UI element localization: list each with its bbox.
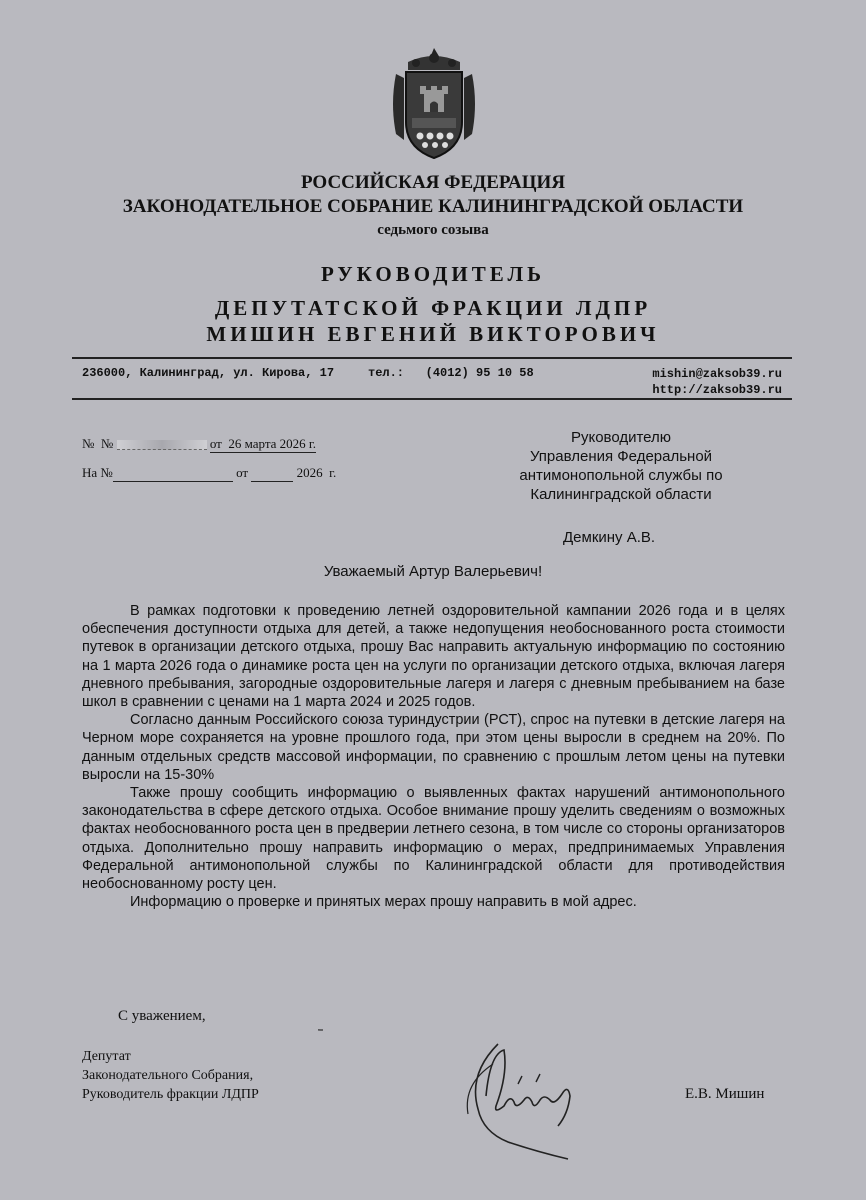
redacted-number (117, 440, 207, 450)
outgoing-date: от 26 марта 2026 г. (209, 436, 317, 451)
body-paragraph-1: В рамках подготовки к проведению летней оздоровительной кампании 2026 года и в целях обеспечения доступности отдыха для детей, а также недопущения необоснованного роста стоимости путевок в организации детского отдыха, прошу Вас направить актуальную информацию по состоянию на 1 марта 2026 года о динамике роста цен на услуги по организации детского отдыха, включая лагеря дневного пребывания, загородные оздоровительные лагеря и лагеря с дневным пребыванием на базе школ в сравнении с ценами на 1 марта 2024 и 2025 годов. (82, 603, 785, 711)
header-country: РОССИЙСКАЯ ФЕДЕРАЦИЯ (300, 172, 566, 193)
reply-year: 2026 (296, 465, 323, 480)
addressee-name: Демкину А.В. (563, 529, 656, 546)
phone-label: тел.: (368, 366, 405, 380)
addressee-block: Руководителю Управления Федеральной антимонопольной службы по Калининградской области (519, 429, 723, 503)
header-divider-bottom (72, 398, 792, 400)
header-person-name: МИШИН ЕВГЕНИЙ ВИКТОРОВИЧ (206, 322, 660, 346)
reply-from-label: от (236, 465, 249, 480)
contact-online (652, 366, 782, 398)
header-position: РУКОВОДИТЕЛЬ (320, 262, 546, 286)
signatory-name: Е.В. Мишин (685, 1086, 765, 1102)
contact-email: mishin@zaksob39.ru (652, 367, 782, 381)
handwritten-signature (318, 1014, 618, 1164)
header-faction: ДЕПУТАТСКОЙ ФРАКЦИИ ЛДПР (214, 296, 652, 320)
contact-phone (368, 366, 534, 380)
outgoing-number-line (82, 436, 316, 453)
signatory-title: Депутат Законодательного Собрания, Руководитель фракции ЛДПР (82, 1049, 259, 1102)
reply-number-line: На № от 2026 г. (82, 465, 337, 480)
greeting: Уважаемый Артур Валерьевич! (323, 563, 543, 580)
body-paragraph-3: Также прошу сообщить информацию о выявленных фактах нарушений антимонопольного законодательства в сфере детского отдыха. Особое внимание прошу уделить сведениям о возможных фактах необоснованного роста цен в предверии летнего сезона, в том числе со стороны организаторов отдыха. Дополнительно прошу направить информацию о мерах, предпринимаемых Управления Федеральной антимонопольной службы по Калининградской области для противодействия необоснованному росту цен. (82, 785, 785, 893)
reply-label: На № (82, 465, 113, 480)
header-divider-top (72, 357, 792, 359)
header-convocation: седьмого созыва (377, 222, 489, 238)
closing-phrase: С уважением, (118, 1008, 206, 1024)
body-paragraph-4: Информацию о проверке и принятых мерах прошу направить в мой адрес. (130, 894, 637, 911)
letter-body (82, 602, 785, 911)
phone-number: (4012) 95 10 58 (425, 366, 534, 380)
contact-address: 236000, Калининград, ул. Кирова, 17 (82, 366, 335, 380)
header-assembly: ЗАКОНОДАТЕЛЬНОЕ СОБРАНИЕ КАЛИНИНГРАДСКОЙ ОБЛАСТИ (122, 196, 744, 217)
number-label-2: № (100, 436, 114, 451)
number-label: № (82, 436, 95, 451)
coat-of-arms-icon (386, 44, 482, 162)
body-paragraph-2: Согласно данным Российского союза туриндустрии (РСТ), спрос на путевки в детские лагеря на Черном море сохраняется на уровне прошлого года, при этом цены выросли в среднем на 20%. По данным отдельных средств массовой информации, по сравнению с прошлым летом цены на путевки выросли на 15-30% (82, 712, 785, 783)
contact-website: http://zaksob39.ru (652, 383, 782, 397)
